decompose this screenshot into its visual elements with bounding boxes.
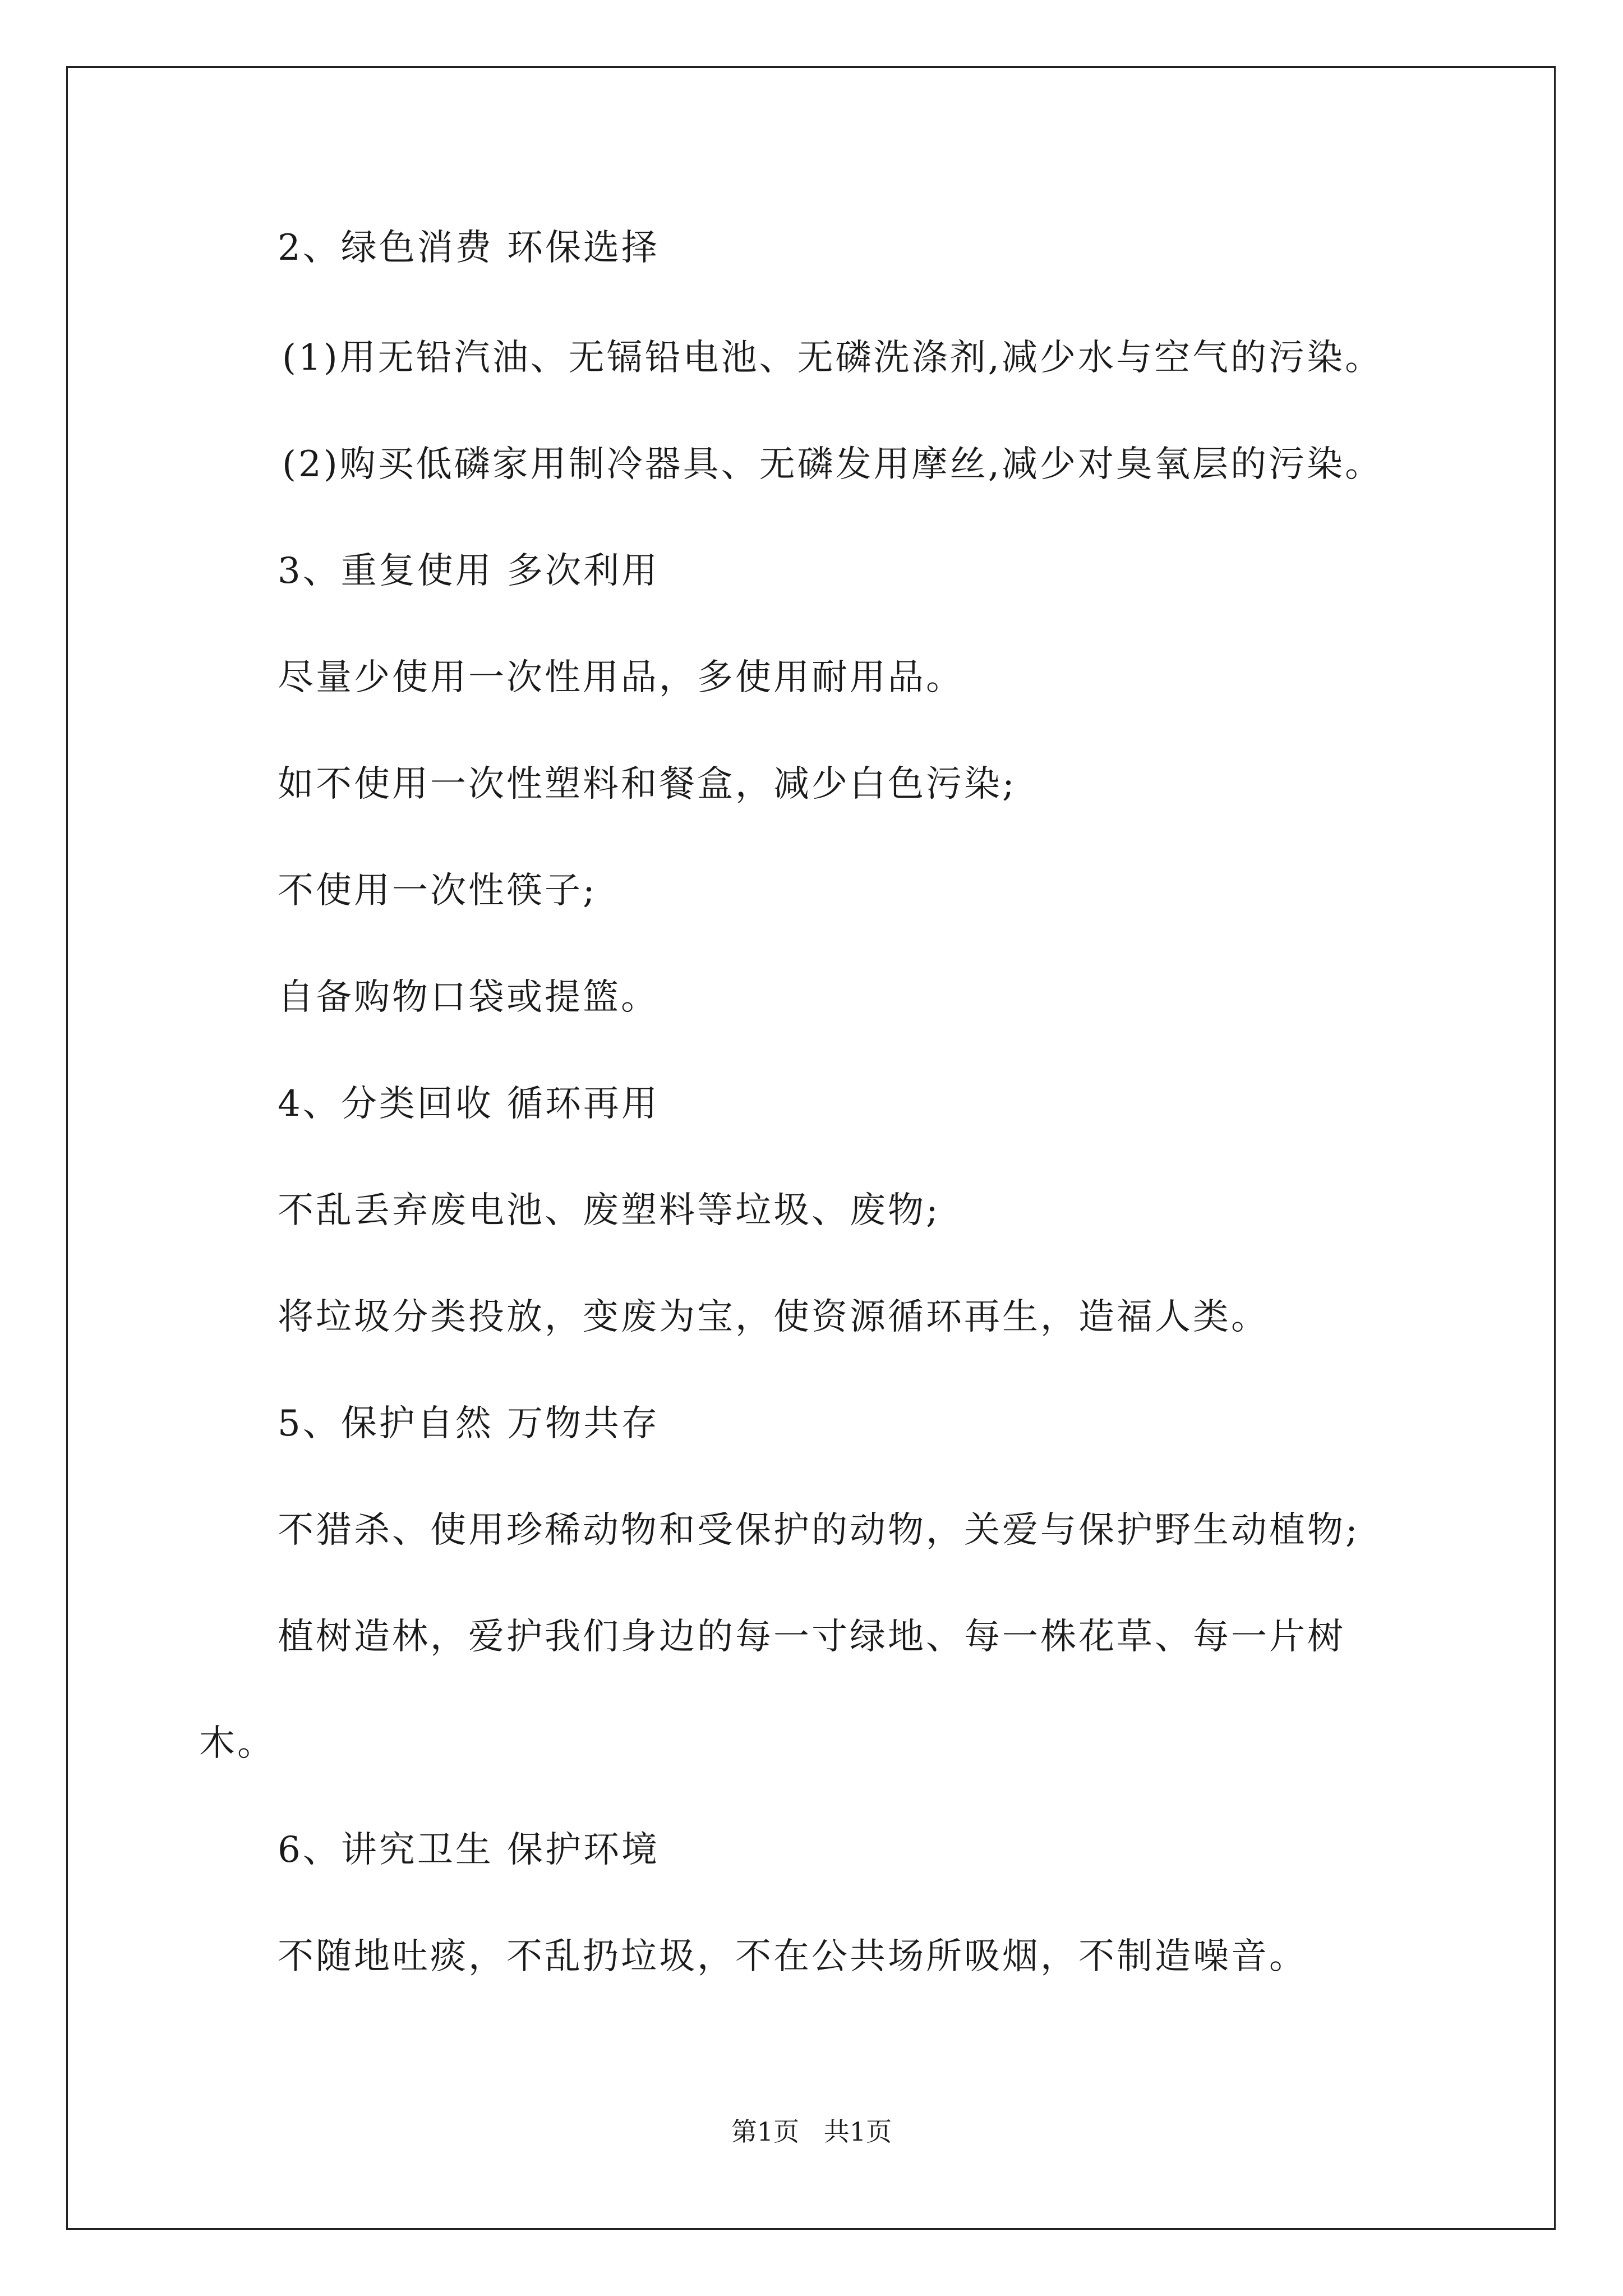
section-heading-6: 6、讲究卫生 保护环境 (278, 1829, 660, 1871)
paragraph: 不猎杀、使用珍稀动物和受保护的动物，关爱与保护野生动植物; (278, 1510, 1360, 1551)
section-heading-4: 4、分类回收 循环再用 (278, 1083, 660, 1125)
section-heading-2: 2、绿色消费 环保选择 (278, 227, 660, 269)
page-frame (66, 66, 1556, 2230)
paragraph: 如不使用一次性塑料和餐盒，减少白色污染; (278, 763, 1017, 805)
paragraph-continuation: 木。 (199, 1723, 275, 1764)
paragraph-item-2: (2)购买低磷家用制冷器具、无磷发用摩丝,减少对臭氧层的污染。 (282, 444, 1383, 485)
paragraph-item-1: (1)用无铅汽油、无镉铅电池、无磷洗涤剂,减少水与空气的污染。 (282, 337, 1383, 379)
paragraph: 不乱丢弃废电池、废塑料等垃圾、废物; (278, 1190, 940, 1231)
paragraph: 自备购物口袋或提篮。 (278, 977, 659, 1018)
section-heading-3: 3、重复使用 多次利用 (278, 550, 660, 592)
section-heading-5: 5、保护自然 万物共存 (278, 1403, 660, 1444)
paragraph: 不使用一次性筷子; (278, 870, 597, 912)
page-footer: 第1页 共1页 (731, 2116, 892, 2147)
paragraph: 不随地吐痰，不乱扔垃圾，不在公共场所吸烟，不制造噪音。 (278, 1936, 1307, 1977)
paragraph: 将垃圾分类投放，变废为宝，使资源循环再生，造福人类。 (278, 1296, 1269, 1338)
paragraph: 尽量少使用一次性用品，多使用耐用品。 (278, 657, 964, 698)
paragraph: 植树造林，爱护我们身边的每一寸绿地、每一株花草、每一片树 (278, 1616, 1345, 1658)
